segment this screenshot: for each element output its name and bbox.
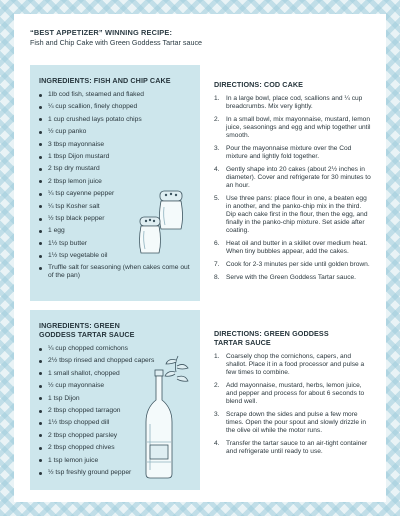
recipe-subtitle: Fish and Chip Cake with Green Goddess Tartar sauce — [30, 38, 203, 47]
direction-step — [214, 195, 372, 235]
step-text: Heat oil and butter in a skillet over medium heat. When tiny bubbles appear, add the cakes. — [226, 240, 368, 255]
recipe-title: “BEST APPETIZER” WINNING RECIPE: — [30, 28, 173, 37]
ingredient-item: 1½ tsp vegetable oil — [39, 252, 192, 260]
step-number: 6. — [214, 240, 220, 247]
tartar-directions — [214, 329, 372, 461]
step-number: 7. — [214, 261, 220, 268]
salt-pepper-shakers-icon — [130, 177, 194, 257]
direction-step — [214, 116, 372, 140]
direction-step — [214, 440, 372, 456]
direction-step — [214, 274, 372, 282]
ingredient-item: 2 tsp dry mustard — [39, 165, 192, 173]
tartar-steps — [214, 353, 372, 456]
tartar-directions-heading: DIRECTIONS: GREEN GODDESS TARTAR SAUCE — [214, 329, 329, 347]
step-text: Serve with the Green Goddess Tartar sauce. — [226, 274, 356, 281]
step-number: 5. — [214, 195, 220, 202]
step-number: 4. — [214, 440, 220, 447]
ingredient-item: ¼ tsp Kosher salt — [39, 203, 192, 211]
step-number: 1. — [214, 353, 220, 360]
ingredient-item: 2 tbsp chopped chives — [39, 444, 192, 452]
ingredient-item: ¼ cup scallion, finely chopped — [39, 103, 192, 111]
step-text: Transfer the tartar sauce to an air-tight container and refrigerate until ready to use. — [226, 440, 368, 455]
direction-step — [214, 240, 372, 256]
ingredient-item: ½ cup panko — [39, 128, 192, 136]
direction-step — [214, 382, 372, 406]
cod-cake-steps — [214, 95, 372, 282]
step-number: 3. — [214, 411, 220, 418]
step-number: 2. — [214, 382, 220, 389]
direction-step — [214, 261, 372, 269]
step-text: Add mayonnaise, mustard, herbs, lemon juice, and pepper and process for about 6 seconds to blend well. — [226, 382, 365, 405]
ingredient-item: 1 tsp Dijon — [39, 395, 192, 403]
step-text: In a small bowl, mix mayonnaise, mustard, lemon juice, seasonings and egg and whip together until smooth. — [226, 116, 371, 139]
ingredient-item: 2 tbsp chopped tarragon — [39, 407, 192, 415]
fish-cake-ingredients-heading: INGREDIENTS: FISH AND CHIP CAKE — [39, 76, 171, 85]
ingredient-item: 1lb cod fish, steamed and flaked — [39, 91, 192, 99]
ingredient-item: 1 egg — [39, 227, 192, 235]
ingredient-item: ¼ tsp cayenne pepper — [39, 190, 192, 198]
step-text: Use three pans: place flour in one, a beaten egg in another, and the panko-chip mix in the third. Dip each cake first in the flour, then the egg, and finally in the panko-chip mixture. Set aside after coating. — [226, 195, 368, 234]
direction-step — [214, 145, 372, 161]
direction-step — [214, 411, 372, 435]
tartar-ingredients-panel — [30, 310, 200, 490]
ingredient-item: 1 cup crushed lays potato chips — [39, 116, 192, 124]
fish-cake-ingredients-panel — [30, 65, 200, 301]
ingredient-item: ½ tsp black pepper — [39, 215, 192, 223]
ingredient-item: 1½ tsp butter — [39, 240, 192, 248]
step-text: Coarsely chop the cornichons, capers, and shallot. Place it in a food processor and pulse a few times to combine. — [226, 353, 365, 376]
step-text: In a large bowl, place cod, scallions and ¼ cup breadcrumbs. Mix very lightly. — [226, 95, 363, 110]
ingredient-item: 1 tbsp Dijon mustard — [39, 153, 192, 161]
ingredient-item: ½ tsp freshly ground pepper — [39, 469, 192, 477]
step-number: 1. — [214, 95, 220, 102]
step-number: 4. — [214, 166, 220, 173]
direction-step — [214, 166, 372, 190]
ingredient-item: 1 tsp lemon juice — [39, 457, 192, 465]
recipe-card — [14, 14, 386, 502]
ingredient-item: Truffle salt for seasoning (when cakes come out of the pan) — [39, 264, 192, 280]
ingredient-item: 1 small shallot, chopped — [39, 370, 192, 378]
step-text: Gently shape into 20 cakes (about 2½ inches in diameter). Cover and refrigerate for 30 minutes to an hour. — [226, 166, 371, 189]
ingredient-item: 2 tbsp lemon juice — [39, 178, 192, 186]
step-text: Pour the mayonnaise mixture over the Cod mixture and lightly fold together. — [226, 145, 352, 160]
step-number: 3. — [214, 145, 220, 152]
recipe-header — [30, 28, 370, 47]
oil-bottle-herbs-icon — [138, 350, 198, 482]
step-text: Scrape down the sides and pulse a few more times. Open the pour spout and slowly drizzle in the olive oil while the motor runs. — [226, 411, 367, 434]
tartar-ingredients-heading: INGREDIENTS: GREEN GODDESS TARTAR SAUCE — [39, 321, 135, 339]
ingredient-item: ½ cup mayonnaise — [39, 382, 192, 390]
ingredient-item: 2 tbsp chopped parsley — [39, 432, 192, 440]
cod-cake-directions — [214, 80, 372, 287]
direction-step — [214, 95, 372, 111]
step-number: 8. — [214, 274, 220, 281]
direction-step — [214, 353, 372, 377]
step-number: 2. — [214, 116, 220, 123]
ingredient-item: ¼ cup chopped cornichons — [39, 345, 192, 353]
ingredient-item: 3 tbsp mayonnaise — [39, 141, 192, 149]
step-text: Cook for 2-3 minutes per side until golden brown. — [226, 261, 370, 268]
ingredient-item: 1½ tbsp chopped dill — [39, 419, 192, 427]
ingredient-item: 2½ tbsp rinsed and chopped capers — [39, 357, 192, 365]
cod-cake-directions-heading: DIRECTIONS: COD CAKE — [214, 80, 304, 89]
